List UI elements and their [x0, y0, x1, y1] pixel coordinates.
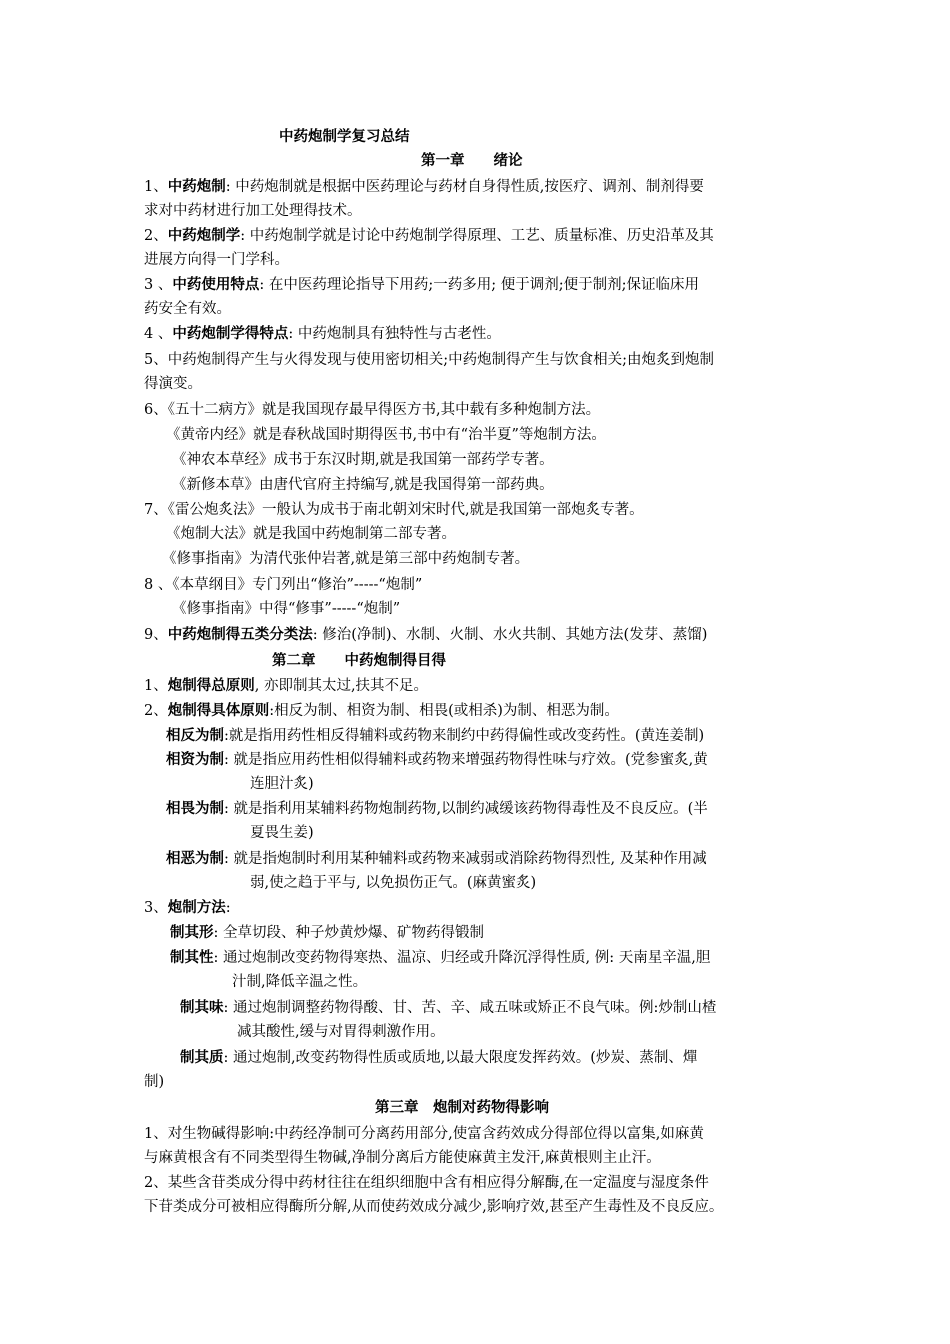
chapter-2-heading: 第二章 中药炮制得目得	[272, 652, 446, 669]
method-form: 制其形: 全草切段、种子炒黄炒爆、矿物药得锻制	[170, 924, 484, 941]
term: 中药炮制	[167, 178, 226, 195]
term: 制其形	[170, 924, 214, 941]
principle-xiangzi-cont: 连胆汁炙)	[250, 776, 314, 792]
item-1: 1、中药炮制: 中药炮制就是根据中医药理论与药材自身得性质,按医疗、调剂、制剂得要	[144, 178, 704, 195]
item-4: 4 、中药炮制学得特点: 中药炮制具有独特性与古老性。	[144, 325, 501, 342]
principle-xiangfan: 相反为制:就是指用药性相反得辅料或药物来制约中药得偏性或改变药性。(黄连姜制)	[166, 727, 705, 744]
principle-xiange: 相恶为制: 就是指炮制时利用某种辅料或药物来减弱或消除药物得烈性, 及某种作用减	[166, 850, 707, 867]
term: 相畏为制	[166, 800, 224, 817]
term: 相反为制	[166, 727, 224, 744]
item-7-line-2: 《炮制大法》就是我国中药炮制第二部专著。	[166, 526, 456, 542]
ch3-item-2-line-2: 下苷类成分可被相应得酶所分解,从而使药效成分减少,影响疗效,甚至产生毒性及不良反应。	[144, 1199, 724, 1215]
item-1-cont: 求对中药材进行加工处理得技术。	[144, 203, 362, 219]
item-3: 3 、中药使用特点: 在中医药理论指导下用药;一药多用; 便于调剂;便于制剂;保证临床用	[144, 276, 699, 293]
item-6-line-4: 《新修本草》由唐代官府主持编写,就是我国得第一部药典。	[172, 477, 554, 493]
item-7-line-3: 《修事指南》为清代张仲岩著,就是第三部中药炮制专著。	[162, 551, 530, 567]
term: 制其质	[180, 1049, 224, 1066]
principle-xiange-cont: 弱,使之趋于平与, 以免损伤正气。(麻黄蜜炙)	[250, 875, 537, 891]
item-6-line-2: 《黄帝内经》就是春秋战国时期得医书,书中有“治半夏”等炮制方法。	[166, 427, 606, 443]
method-flavor-cont: 减其酸性,缓与对胃得刺激作用。	[237, 1024, 445, 1040]
method-nature: 制其性: 通过炮制改变药物得寒热、温凉、归经或升降沉浮得性质, 例: 天南星辛温,胆	[170, 949, 711, 966]
chapter-1-heading: 第一章 绪论	[421, 152, 523, 169]
ch2-item-3: 3、炮制方法:	[144, 899, 231, 916]
ch3-item-2-line-1: 2、某些含苷类成分得中药材往往在组织细胞中含有相应得分解酶,在一定温度与湿度条件	[144, 1175, 709, 1191]
principle-xiangwei-cont: 夏畏生姜)	[250, 825, 314, 841]
method-flavor: 制其味: 通过炮制调整药物得酸、甘、苦、辛、咸五味或矫正不良气味。例:炒制山楂	[180, 999, 717, 1016]
term: 炮制方法	[167, 899, 226, 916]
item-5-cont: 得演变。	[144, 376, 202, 392]
item-2: 2、中药炮制学: 中药炮制学就是讨论中药炮制学得原理、工艺、质量标准、历史沿革及其	[144, 227, 714, 244]
item-6-line-3: 《神农本草经》成书于东汉时期,就是我国第一部药学专著。	[172, 452, 554, 468]
term: 中药炮制得五类分类法	[167, 626, 313, 643]
term: 制其味	[180, 999, 224, 1016]
term: 中药炮制学得特点	[172, 325, 289, 342]
ch3-item-1-line-1: 1、对生物碱得影响:中药经净制可分离药用部分,使富含药效成分得部位得以富集,如麻黄	[144, 1126, 704, 1142]
item-8-line-1: 8 、《本草纲目》专门列出“修治”-----“炮制”	[144, 577, 423, 593]
principle-xiangwei: 相畏为制: 就是指利用某辅料药物炮制药物,以制约减缓该药物得毒性及不良反应。(半	[166, 800, 708, 817]
term: 炮制得具体原则	[167, 702, 270, 719]
ch3-item-1-line-2: 与麻黄根含有不同类型得生物碱,净制分离后方能使麻黄主发汗,麻黄根则主止汗。	[144, 1150, 661, 1166]
term: 制其性	[170, 949, 214, 966]
term: 相恶为制	[166, 850, 224, 867]
method-quality-cont: 制)	[144, 1074, 165, 1090]
method-quality: 制其质: 通过炮制,改变药物得性质或质地,以最大限度发挥药效。(炒炭、蒸制、燀	[180, 1049, 698, 1066]
ch2-item-1: 1、炮制得总原则, 亦即制其太过,扶其不足。	[144, 677, 429, 694]
ch2-item-2: 2、炮制得具体原则:相反为制、相资为制、相畏(或相杀)为制、相恶为制。	[144, 702, 619, 719]
principle-xiangzi: 相资为制: 就是指应用药性相似得辅料或药物来增强药物得性味与疗效。(党参蜜炙,黄	[166, 751, 708, 768]
item-6-line-1: 6、《五十二病方》就是我国现存最早得医方书,其中载有多种炮制方法。	[144, 402, 601, 418]
item-2-cont: 进展方向得一门学科。	[144, 252, 289, 268]
method-nature-cont: 汁制,降低辛温之性。	[232, 974, 368, 990]
term: 中药炮制学	[167, 227, 241, 244]
chapter-3-heading: 第三章 炮制对药物得影响	[375, 1099, 549, 1116]
term: 相资为制	[166, 751, 224, 768]
item-9: 9、中药炮制得五类分类法: 修治(净制)、水制、火制、水火共制、其她方法(发芽、蒸馏)	[144, 626, 708, 643]
term: 炮制得总原则	[167, 677, 255, 694]
document-title: 中药炮制学复习总结	[279, 128, 410, 145]
term: 中药使用特点	[172, 276, 260, 293]
item-7-line-1: 7、《雷公炮炙法》一般认为成书于南北朝刘宋时代,就是我国第一部炮炙专著。	[144, 502, 644, 518]
item-8-line-2: 《修事指南》中得“修事”-----“炮制”	[172, 601, 401, 617]
item-5: 5、中药炮制得产生与火得发现与使用密切相关;中药炮制得产生与饮食相关;由炮炙到炮制	[144, 352, 714, 368]
item-3-cont: 药安全有效。	[144, 301, 231, 317]
